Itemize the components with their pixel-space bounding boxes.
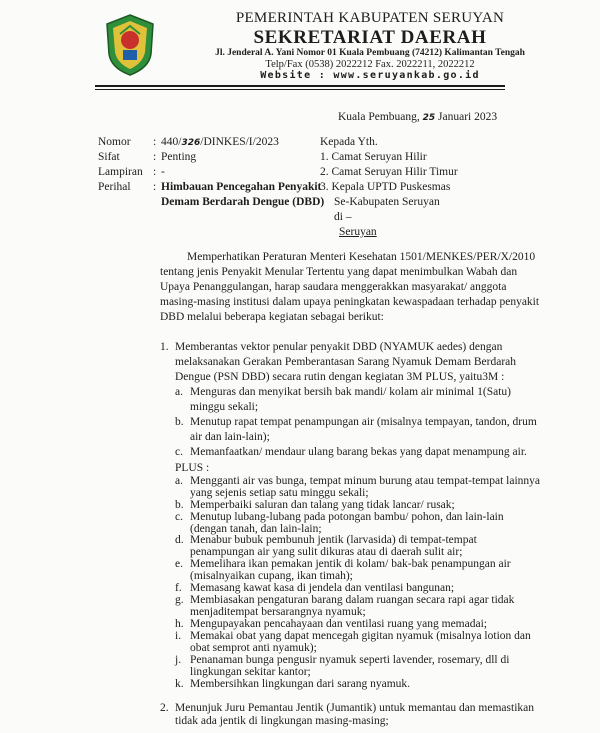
plus-letter: g. <box>175 594 184 607</box>
recipient-item: 3. Kepala UPTD Puskesmas <box>320 181 451 193</box>
plus-letter: j. <box>175 653 182 666</box>
item2-line: Menunjuk Juru Pemantau Jentik (Jumantik) untuk memantau dan memastikan <box>175 702 534 715</box>
plus-item-line: Mengupayakan pencahayaan dan ventilasi ruang yang memadai; <box>190 618 487 630</box>
office-address: Jl. Jenderal A. Yani Nomor 01 Kuala Pembuang (74212) Kalimantan Tengah <box>215 48 525 58</box>
sub-item-line: minggu sekali; <box>190 401 259 413</box>
plus-item-line: lingkungan sekitar kantor; <box>190 665 311 678</box>
plus-letter: f. <box>175 582 182 595</box>
sub-letter: a. <box>175 386 183 398</box>
plus-item-line: Menabur bubuk pembunuh jentik (larvasida) di tempat-tempat <box>190 534 477 547</box>
letter-number: 440/326/DINKES/I/2023 <box>161 136 279 148</box>
plus-letter: h. <box>175 618 184 630</box>
plus-item-line: penampungan air yang sulit dikuras atau di daerah sulit air; <box>190 546 463 559</box>
recipient-item: Se-Kabupaten Seruyan <box>334 196 440 208</box>
intro-line: tentang jenis Penyakit Menular Tertentu yang dapat menimbulkan Wabah dan <box>160 266 518 278</box>
item2-line: tidak ada jentik di lingkungan masing-masing; <box>175 715 389 728</box>
sub-item-line: Memanfaatkan/ mendaur ulang barang bekas yang dapat menampung air. <box>190 446 527 458</box>
sub-item-line: Menutup rapat tempat penampungan air (misalnya tempayan, tandon, drum <box>190 416 537 428</box>
plus-letter: d. <box>175 534 184 547</box>
letterhead-rule-thin <box>95 89 505 90</box>
letter-attachment: - <box>161 166 165 178</box>
intro-line: Upaya Penanggulangan, harap saudara menggerakkan masyarakat/ anggota <box>160 281 507 293</box>
item1-line: Dengue (PSN DBD) secara rutin dengan kegiatan 3M PLUS, yaitu3M : <box>175 371 505 383</box>
recipient-di: di – <box>334 211 352 223</box>
plus-item-line: Memperbaiki saluran dan talang yang tidak lancar/ rusak; <box>190 498 455 511</box>
plus-item-line: Menutup lubang-lubang pada potongan bambu/ pohon, dan lain-lain <box>190 510 504 523</box>
recipient-greeting: Kepada Yth. <box>320 136 378 148</box>
recipient-item: 1. Camat Seruyan Hilir <box>320 151 427 163</box>
plus-item-line: Membersihkan lingkungan dari sarang nyamuk. <box>190 677 411 690</box>
letter-date: Kuala Pembuang, 25 Januari 2023 <box>338 111 498 123</box>
sub-item-line: Menguras dan menyikat bersih bak mandi/ kolam air minimal 1(Satu) <box>190 386 511 398</box>
regency-emblem-icon <box>105 14 155 76</box>
sub-item-line: air dan lain-lain); <box>190 431 270 443</box>
office-name: SEKRETARIAT DAERAH <box>253 27 487 48</box>
sub-letter: c. <box>175 446 183 458</box>
item1-line: Memberantas vektor penular penyakit DBD (NYAMUK aedes) dengan <box>175 341 503 353</box>
list-number: 1. <box>160 341 169 353</box>
plus-letter: i. <box>175 629 182 642</box>
recipient-item: 2. Camat Seruyan Hilir Timur <box>320 166 458 178</box>
sub-letter: b. <box>175 416 184 428</box>
plus-letter: e. <box>175 558 183 571</box>
intro-line: DBD melalui beberapa kegiatan sebagai berikut: <box>160 311 384 323</box>
government-name: PEMERINTAH KABUPATEN SERUYAN <box>235 10 505 26</box>
recipient-place: Seruyan <box>339 226 377 238</box>
plus-item-line: Memelihara ikan pemakan jentik di kolam/ bak-bak penampungan air <box>190 558 511 571</box>
letterhead-rule <box>95 85 505 87</box>
plus-letter: k. <box>175 677 184 690</box>
item1-line: melaksanakan Gerakan Pemberantasan Sarang Nyamuk Demam Berdarah <box>175 356 517 368</box>
intro-line: Memperhatikan Peraturan Menteri Kesehatan 1501/MENKES/PER/X/2010 <box>187 251 536 263</box>
handwritten-day: 25 <box>422 113 436 123</box>
plus-letter: c. <box>175 510 183 523</box>
plus-letter: b. <box>175 498 184 511</box>
plus-item-line: Memasang kawat kasa di jendela dan ventilasi bangunan; <box>190 582 455 595</box>
plus-item-line: Membiasakan pengaturan barang dalam ruangan secara rapi agar tidak <box>190 594 515 607</box>
meta-label-perihal: Perihal <box>98 181 131 193</box>
plus-item-line: (dengan tanah, dan lain-lain; <box>190 522 322 535</box>
office-website: Website : www.seruyankab.go.id <box>260 70 480 81</box>
plus-label: PLUS : <box>175 461 210 474</box>
office-phone: Telp/Fax (0538) 2022212 Fax. 2022211, 2022212 <box>265 59 475 70</box>
letter-subject-line-1: Himbauan Pencegahan Penyakit <box>161 181 322 193</box>
plus-item-line: (misalnyaikan cupang, ikan timah); <box>190 570 353 583</box>
intro-line: masing-masing institusi dalam upaya peningkatan kewaspadaan terhadap penyakit <box>160 296 540 308</box>
meta-label-lampiran: Lampiran <box>98 166 143 178</box>
plus-item-line: Mengganti air vas bunga, tempat minum burung atau tempat-tempat lainnya <box>190 474 541 487</box>
plus-item-line: Memakai obat yang dapat mencegah gigitan nyamuk (misalnya lotion dan <box>190 629 531 642</box>
meta-label-sifat: Sifat <box>98 151 120 163</box>
plus-item-line: yang sejenis setiap satu minggu sekali; <box>190 486 369 499</box>
letter-subject-line-2: Demam Berdarah Dengue (DBD) <box>161 196 325 208</box>
plus-item-line: obat semprot anti nyamuk); <box>190 641 317 654</box>
plus-item-line: menjaditempat bersarangnya nyamuk; <box>190 606 366 619</box>
letter-nature: Penting <box>161 151 197 163</box>
list-number: 2. <box>160 702 169 715</box>
meta-label-nomor: Nomor <box>98 136 131 148</box>
plus-item-line: Penanaman bunga pengusir nyamuk seperti lavender, rosemary, dll di <box>190 653 510 666</box>
plus-letter: a. <box>175 474 183 487</box>
